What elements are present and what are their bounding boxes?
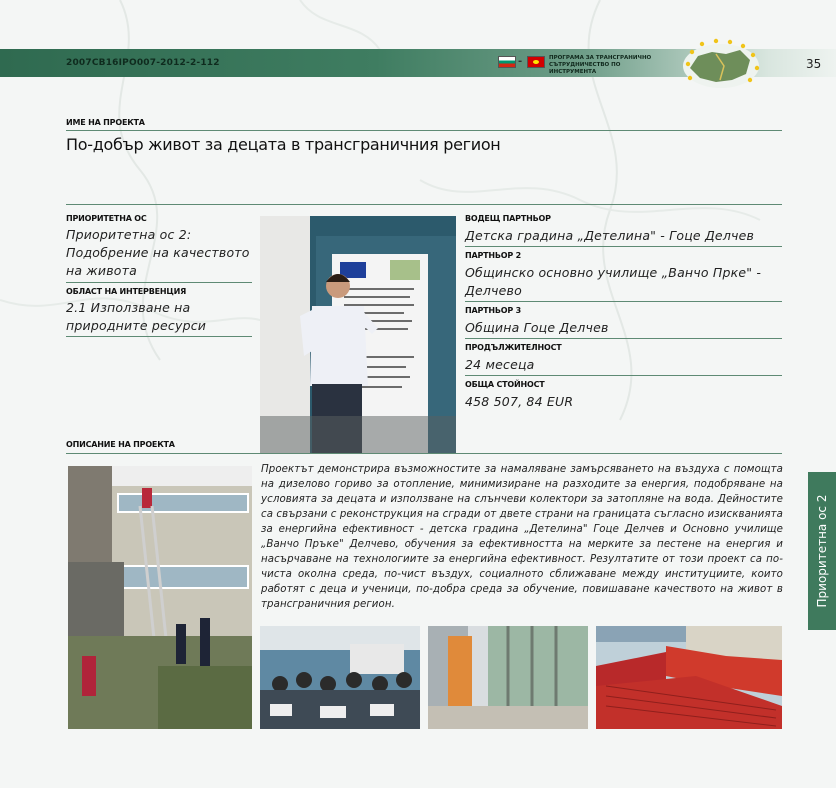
intervention-line-2: природните ресурси <box>66 318 207 333</box>
programme-name: ПРОГРАМА ЗА ТРАНСГРАНИЧНО СЪТРУДНИЧЕСТВО ПО ИНСТРУМЕНТА <box>549 55 652 75</box>
building-photo <box>68 466 252 729</box>
divider <box>66 204 782 205</box>
divider <box>465 375 782 376</box>
bulgaria-flag-icon <box>498 56 516 68</box>
intervention-line-1: 2.1 Използване на <box>66 300 191 315</box>
divider <box>66 453 782 454</box>
presenter-photo <box>260 216 456 454</box>
lead-partner-label: ВОДЕЩ ПАРТНЬОР <box>465 214 551 223</box>
divider <box>465 338 782 339</box>
project-title: По-добър живот за децата в трансграничния регион <box>66 135 501 154</box>
partner2-label: ПАРТНЬОР 2 <box>465 251 522 260</box>
training-photo <box>260 626 420 729</box>
priority-axis-label: ПРИОРИТЕТНА ОС <box>66 214 147 223</box>
priority-axis-line-3: на живота <box>66 263 137 278</box>
divider <box>66 336 252 337</box>
priority-axis-line-1: Приоритетна ос 2: <box>66 227 192 242</box>
project-code: 2007CB16IPO007-2012-2-112 <box>66 58 220 68</box>
divider <box>66 282 252 283</box>
intervention-label: ОБЛАСТ НА ИНТЕРВЕНЦИЯ <box>66 287 187 296</box>
partner3-label: ПАРТНЬОР 3 <box>465 306 522 315</box>
total-cost-value: 458 507, 84 EUR <box>465 394 574 409</box>
programme-logo-icon <box>676 38 766 92</box>
side-tab-label: Приоритетна ос 2 <box>815 494 829 608</box>
flag-separator: - <box>518 56 523 67</box>
description-label: ОПИСАНИЕ НА ПРОЕКТА <box>66 440 175 449</box>
priority-axis-side-tab <box>808 472 836 630</box>
partner2-line-2: Делчево <box>465 283 522 298</box>
divider <box>465 246 782 247</box>
project-name-label: ИМЕ НА ПРОЕКТА <box>66 118 145 127</box>
corridor-photo <box>428 626 588 729</box>
divider <box>66 130 782 131</box>
partner3-value: Община Гоце Делчев <box>465 320 609 335</box>
duration-label: ПРОДЪЛЖИТЕЛНОСТ <box>465 343 562 352</box>
lead-partner-value: Детска градина „Детелина" - Гоце Делчев <box>465 228 755 243</box>
divider <box>465 301 782 302</box>
macedonia-flag-icon <box>527 56 545 68</box>
duration-value: 24 месеца <box>465 357 535 372</box>
page-number: 35 <box>806 57 822 71</box>
priority-axis-line-2: Подобрение на качеството <box>66 245 250 260</box>
partner2-line-1: Общинско основно училище „Ванчо Прке" - <box>465 265 762 280</box>
roof-photo <box>596 626 782 729</box>
total-cost-label: ОБЩА СТОЙНОСТ <box>465 380 545 389</box>
project-description: Проектът демонстрира възможностите за намаляване замърсяването на въздуха с помощта на дизелово гориво за отопление, минимизиране на разходите за енергия, подобряване на условията за децата и използване на слънчеви колектори за затопляне на вода. Дейностите са свързани с реконструкция на сгради от двете страни на границата съгласно изискванията за енергийна ефективност - детска градина „Детелина" Гоце Делчев и Основно училище „Ванчо Пръке" Делчево, обучения за ефективността на мерките за пестене на енергия и насърчаване на технологиите за енергийна ефективност. Резултатите от този проект са по-чиста околна среда, по-чист въздух, социалното сближаване между институциите, които работят с деца и ученици, по-добра среда за обучение, повишаване качеството на живот в трансграничния регион. <box>261 464 783 610</box>
